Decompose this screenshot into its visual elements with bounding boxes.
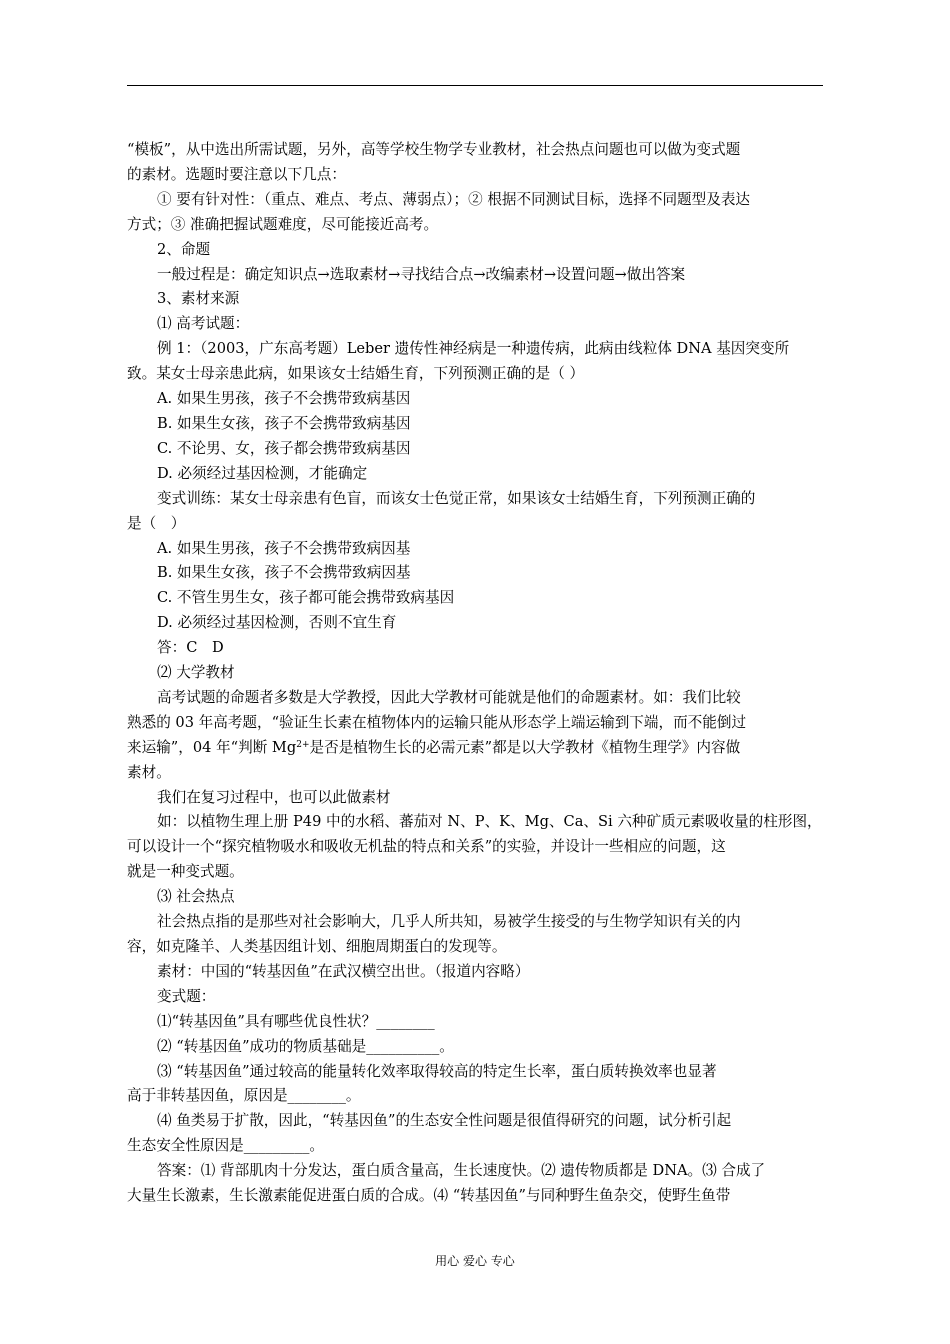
text-line: 可以设计一个“探究植物吸水和吸收无机盐的特点和关系”的实验，并设计一些相应的问题，这 xyxy=(127,838,726,856)
question-2: ⑵ “转基因鱼”成功的物质基础是__________。 xyxy=(157,1037,454,1055)
text-line: 素材。 xyxy=(127,763,171,781)
text-line: 方式；③ 准确把握试题难度，尽可能接近高考。 xyxy=(127,215,439,233)
text-segment: 是否是植物生长的必需元素”都是以大学教材《植物生理学》内容做 xyxy=(309,738,741,756)
text-line: 高考试题的命题者多数是大学教授，因此大学教材可能就是他们的命题素材。如：我们比较 xyxy=(157,688,741,706)
option-d: D. 必须经过基因检测，否则不宜生育 xyxy=(157,614,397,632)
text-line: 高于非转基因鱼，原因是________。 xyxy=(127,1087,361,1105)
text-line: 容，如克隆羊、人类基因组计划、细胞周期蛋白的发现等。 xyxy=(127,938,507,955)
option-a: A. 如果生男孩，孩子不会携带致病基因 xyxy=(157,390,411,408)
text-line: 如：以植物生理上册 P49 中的水稻、蕃茄对 N、P、K、Mg、Ca、Si 六种矿质元素吸收量的柱形图， xyxy=(157,813,822,831)
option-b: B. 如果生女孩，孩子不会携带致病因基 xyxy=(157,564,411,582)
example-question: 例 1：（2003，广东高考题）Leber 遗传性神经病是一种遗传病，此病由线粒体 DNA 基因突变所 xyxy=(157,340,790,358)
question-3: ⑶ “转基因鱼”通过较高的能量转化效率取得较高的特定生长率，蛋白质转换效率也显著 xyxy=(157,1062,717,1080)
text-line: 一般过程是：确定知识点→选取素材→寻找结合点→改编素材→设置问题→做出答案 xyxy=(157,265,686,283)
question-1: ⑴“转基因鱼”具有哪些优良性状？________ xyxy=(157,1012,435,1030)
text-line: 生态安全性原因是_________。 xyxy=(127,1137,325,1155)
subsection-heading: ⑵ 大学教材 xyxy=(157,664,235,682)
answer-line: 答：C D xyxy=(157,639,224,657)
text-line: 致。某女士母亲患此病，如果该女士结婚生育，下列预测正确的是（ ） xyxy=(127,365,585,383)
text-segment: 来运输”，04 年“判断 Mg xyxy=(127,738,297,756)
document-body xyxy=(127,138,823,1209)
option-c: C. 不管生男生女，孩子都可能会携带致病基因 xyxy=(157,589,455,607)
option-c: C. 不论男、女，孩子都会携带致病基因 xyxy=(157,439,411,457)
header-rule xyxy=(127,85,823,86)
text-line: 大量生长激素，生长激素能促进蛋白质的合成。⑷ “转基因鱼”与同种野生鱼杂交，使野生鱼带 xyxy=(127,1187,731,1205)
text-line: 就是一种变式题。 xyxy=(127,863,244,881)
text-line: 变式题： xyxy=(157,987,216,1005)
text-line xyxy=(127,736,823,761)
answer-line: 答案：⑴ 背部肌肉十分发达，蛋白质含量高，生长速度快。⑵ 遗传物质都是 DNA。⑶ 合成了 xyxy=(157,1162,766,1180)
subsection-heading: ⑶ 社会热点 xyxy=(157,888,235,906)
text-line: 我们在复习过程中，也可以此做素材 xyxy=(157,788,391,806)
text-line: 素材：中国的“转基因鱼”在武汉横空出世。（报道内容略） xyxy=(157,962,530,980)
question-4: ⑷ 鱼类易于扩散，因此，“转基因鱼”的生态安全性问题是很值得研究的问题，试分析引起 xyxy=(157,1112,732,1130)
option-a: A. 如果生男孩，孩子不会携带致病因基 xyxy=(157,539,411,557)
text-line: 的素材。选题时要注意以下几点： xyxy=(127,165,346,183)
text-line: 社会热点指的是那些对社会影响大，几乎人所共知，易被学生接受的与生物学知识有关的内 xyxy=(157,913,741,931)
section-heading: 3、素材来源 xyxy=(157,290,240,308)
text-line: “模板”，从中选出所需试题，另外，高等学校生物学专业教材，社会热点问题也可以做为变式题 xyxy=(127,141,741,158)
option-b: B. 如果生女孩，孩子不会携带致病基因 xyxy=(157,414,411,432)
text-line: ① 要有针对性：（重点、难点、考点、薄弱点）；② 根据不同测试目标，选择不同题型及表达 xyxy=(157,190,751,208)
text-line: 是（ ） xyxy=(127,514,186,532)
text-line: 熟悉的 03 年高考题，“验证生长素在植物体内的运输只能从形态学上端运输到下端，而不能倒过 xyxy=(127,713,747,731)
variant-question: 变式训练：某女士母亲患有色盲，而该女士色觉正常，如果该女士结婚生育，下列预测正确的 xyxy=(157,489,756,507)
section-heading: 2、命题 xyxy=(157,240,211,258)
subsection-heading: ⑴ 高考试题： xyxy=(157,315,250,333)
superscript: 2+ xyxy=(296,739,310,750)
page-footer: 用心 爱心 专心 xyxy=(435,1254,515,1268)
option-d: D. 必须经过基因检测，才能确定 xyxy=(157,464,368,482)
